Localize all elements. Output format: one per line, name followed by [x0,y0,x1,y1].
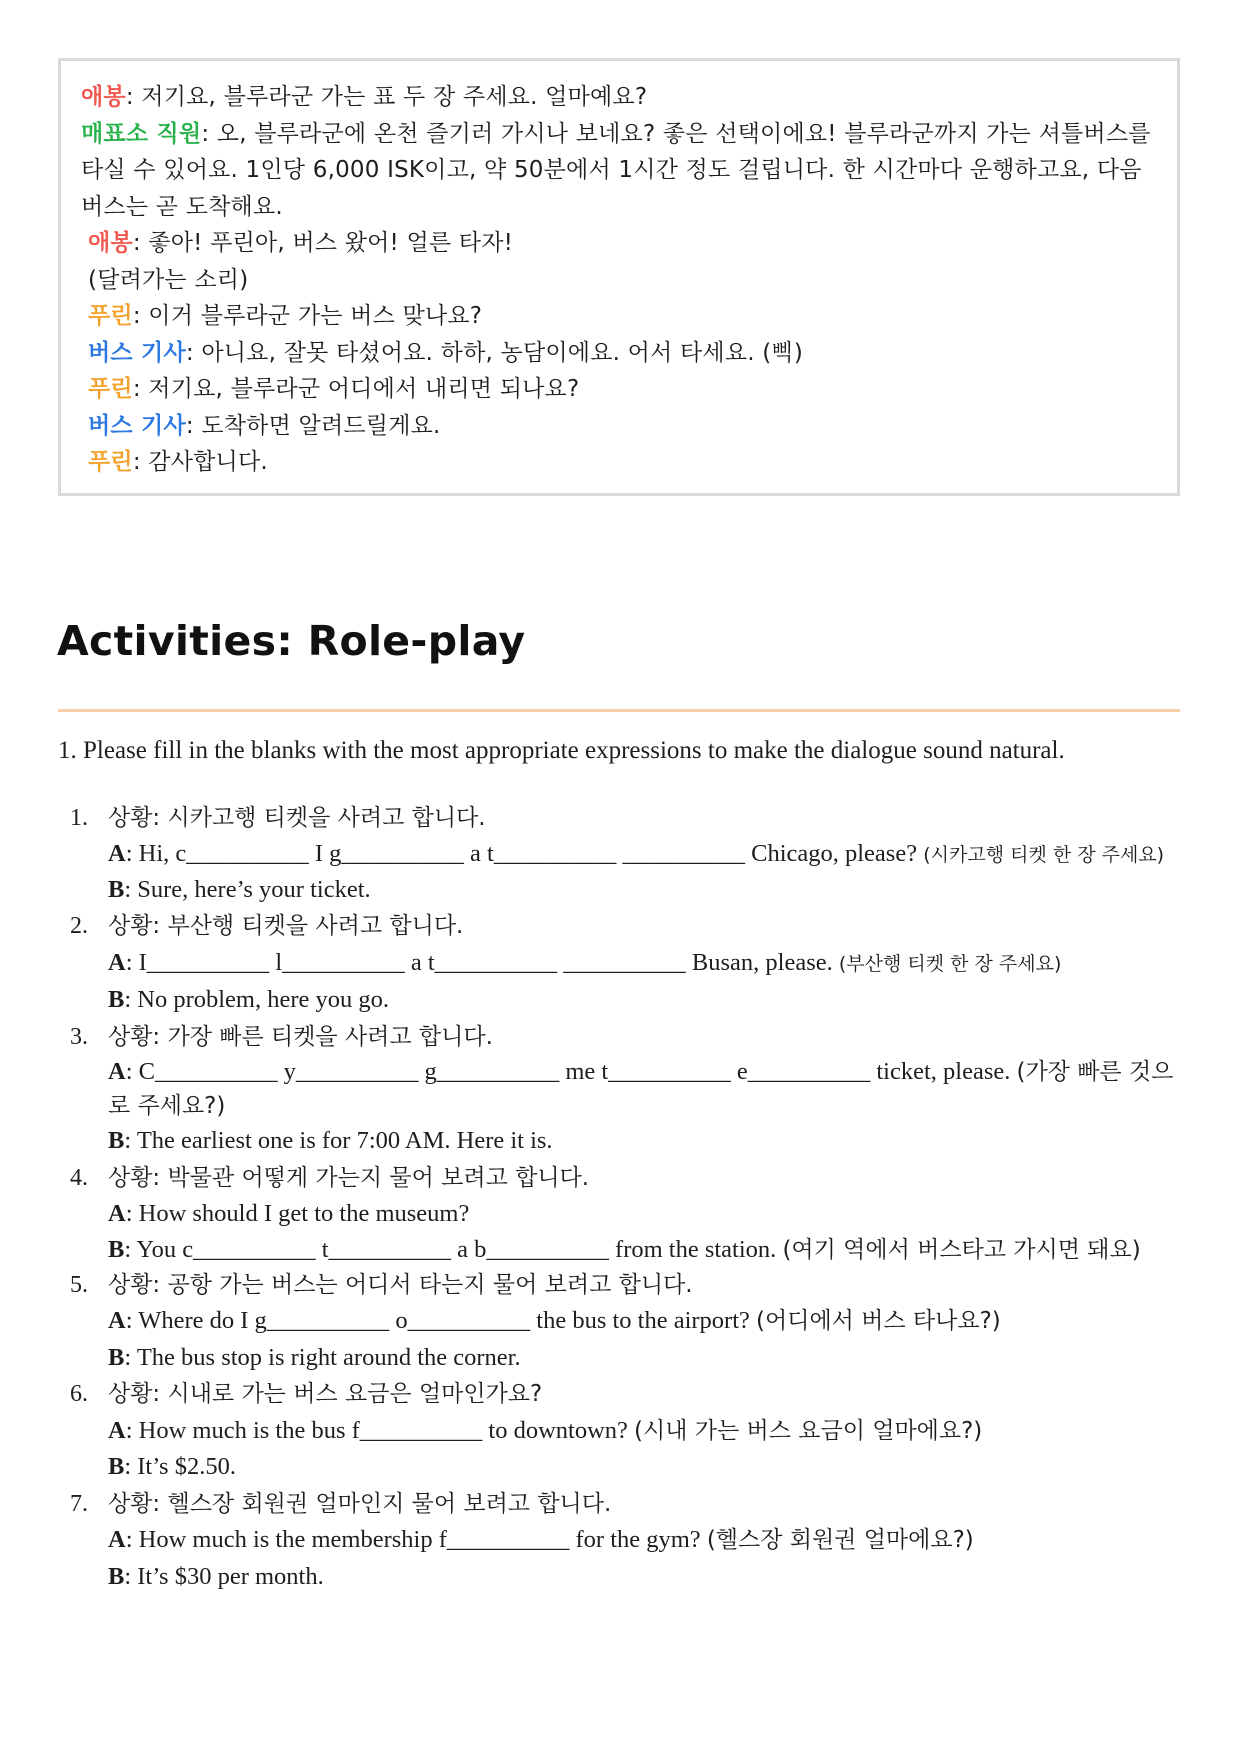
exercise-item [70,1267,1180,1377]
speaker-b-line [108,1449,1180,1486]
korean-hint: (가장 빠른 것으로 주세요?) [108,1059,1174,1119]
dialogue-text: : 오, 블루라군에 온천 즐기러 가시나 보네요? 좋은 선택이에요! 블루라군까지 가는 셔틀버스를 타실 수 있어요. 1인당 6,000 ISK이고, 약 50분에서 1시간 정도 걸립니다. 한 시간마다 운행하고요, 다음 버스는 곧 도착해요. [81,120,1151,220]
speaker-name: 푸린 [88,303,133,329]
dialogue-line [81,408,1157,445]
speaker-b-text: : The earliest one is for 7:00 AM. Here it is. [124,1127,553,1154]
item-number: 2. [70,913,88,939]
speaker-a-line [108,1522,1180,1559]
situation-text: 상황: 가장 빠른 티켓을 사려고 합니다. [108,1023,493,1050]
dialogue-text: : 이거 블루라군 가는 버스 맞나요? [132,303,483,329]
item-number: 7. [70,1490,88,1517]
speaker-name: 푸린 [88,449,133,475]
speaker-b-text: : It’s $30 per month. [124,1562,324,1590]
exercise-item [70,1019,1180,1160]
dialogue-text: : 도착하면 알려드릴게요. [185,412,441,439]
speaker-b-text: : You c__________ t__________ a b__________ from the station. [124,1235,777,1263]
dialogue-line [81,225,1157,262]
speaker-b-line [108,1340,1180,1377]
speaker-b-line [108,872,1180,909]
dialogue-line [81,116,1157,226]
item-number: 3. [70,1023,88,1050]
speaker-a-label: A [108,1058,126,1085]
dialogue-box [58,58,1180,496]
speaker-b-label: B [108,1453,125,1480]
dialogue-text: : 저기요, 블루라군 어디에서 내리면 되나요? [132,376,580,402]
speaker-a-label: A [108,1307,126,1334]
exercise-item [70,908,1180,1019]
item-number: 1. [70,805,88,831]
speaker-b-label: B [108,1127,125,1154]
situation-text: 상황: 헬스장 회원권 얼마인지 물어 보려고 합니다. [108,1490,612,1517]
section-divider [58,709,1180,712]
speaker-a-line [108,1055,1180,1123]
speaker-name: 버스 기사 [88,412,186,439]
situation-text: 상황: 시내로 가는 버스 요금은 얼마인가요? [108,1381,543,1407]
speaker-name: 애봉 [81,84,126,110]
dialogue-text: : 아니요, 잘못 타셨어요. 하하, 농담이에요. 어서 타세요. (삑) [185,339,804,366]
speaker-b-line [108,1559,1180,1596]
speaker-a-label: A [108,1200,126,1227]
speaker-b-label: B [108,986,125,1013]
section-title: Activities: Role-play [57,617,526,665]
speaker-a-label: A [108,948,126,976]
speaker-b-line [108,982,1180,1019]
dialogue-line [81,262,1157,299]
speaker-b-text: : It’s $2.50. [124,1453,236,1480]
speaker-a-line [108,837,1180,872]
exercise-item [70,800,1180,908]
korean-hint: (헬스장 회원권 얼마에요?) [706,1527,974,1553]
speaker-a-label: A [108,839,126,867]
situation-text: 상황: 시카고행 티켓을 사려고 합니다. [108,805,486,831]
instruction-text: 1. Please fill in the blanks with the most appropriate expressions to make the dialogue sound natural. [58,737,1065,764]
dialogue-line [81,444,1157,481]
dialogue-line [81,79,1157,116]
speaker-a-line [108,1303,1180,1340]
speaker-a-line [108,1196,1180,1233]
dialogue-line [81,298,1157,335]
speaker-b-label: B [108,1343,125,1371]
speaker-a-text: : C__________ y__________ g__________ me t__________ e__________ ticket, please. [125,1058,1011,1085]
korean-hint: (시카고행 티켓 한 장 주세요) [923,843,1165,866]
speaker-a-text: : How much is the membership f__________ for the gym? [125,1526,701,1553]
speaker-name: 매표소 직원 [81,120,202,147]
speaker-b-label: B [108,875,125,903]
speaker-b-text: : Sure, here’s your ticket. [124,875,371,903]
speaker-a-line [108,945,1180,983]
korean-hint: (시내 가는 버스 요금이 얼마에요?) [634,1417,983,1444]
speaker-name: 푸린 [88,376,133,402]
speaker-b-line [108,1233,1180,1267]
exercise-list [70,800,1180,1595]
speaker-b-text: : The bus stop is right around the corner. [124,1343,521,1371]
situation-text: 상황: 공항 가는 버스는 어디서 타는지 물어 보려고 합니다. [108,1271,693,1298]
speaker-a-text: : How much is the bus f__________ to downtown? [125,1416,628,1444]
speaker-b-label: B [108,1562,125,1590]
situation-text: 상황: 부산행 티켓을 사려고 합니다. [108,913,464,939]
exercise-item [70,1376,1180,1486]
speaker-a-text: : I__________ l__________ a t__________ __________ Busan, please. [125,948,833,976]
speaker-name: 버스 기사 [88,339,186,366]
dialogue-text: : 저기요, 블루라군 가는 표 두 장 주세요. 얼마예요? [125,84,648,110]
korean-hint: (부산행 티켓 한 장 주세요) [838,952,1062,975]
speaker-name: 애봉 [88,230,133,256]
korean-hint: (여기 역에서 버스타고 가시면 돼요) [782,1236,1141,1263]
exercise-item [70,1160,1180,1267]
speaker-a-label: A [108,1526,126,1553]
dialogue-text: : 감사합니다. [132,449,268,475]
item-number: 6. [70,1381,88,1407]
speaker-a-text: : Where do I g__________ o__________ the bus to the airport? [125,1307,750,1334]
exercise-item [70,1486,1180,1596]
dialogue-line [81,335,1157,372]
speaker-a-text: : How should I get to the museum? [125,1200,470,1227]
korean-hint: (어디에서 버스 타나요?) [756,1308,1001,1334]
item-number: 5. [70,1271,88,1298]
dialogue-text: : 좋아! 푸린아, 버스 왔어! 얼른 타자! [132,230,514,256]
dialogue-line [81,371,1157,408]
speaker-b-line [108,1123,1180,1160]
dialogue-text: (달려가는 소리) [88,266,249,293]
speaker-b-text: : No problem, here you go. [124,986,390,1013]
situation-text: 상황: 박물관 어떻게 가는지 물어 보려고 합니다. [108,1164,590,1191]
speaker-a-line [108,1413,1180,1450]
item-number: 4. [70,1164,88,1191]
speaker-a-text: : Hi, c__________ I g__________ a t__________ __________ Chicago, please? [125,839,918,867]
speaker-a-label: A [108,1416,126,1444]
speaker-b-label: B [108,1235,125,1263]
